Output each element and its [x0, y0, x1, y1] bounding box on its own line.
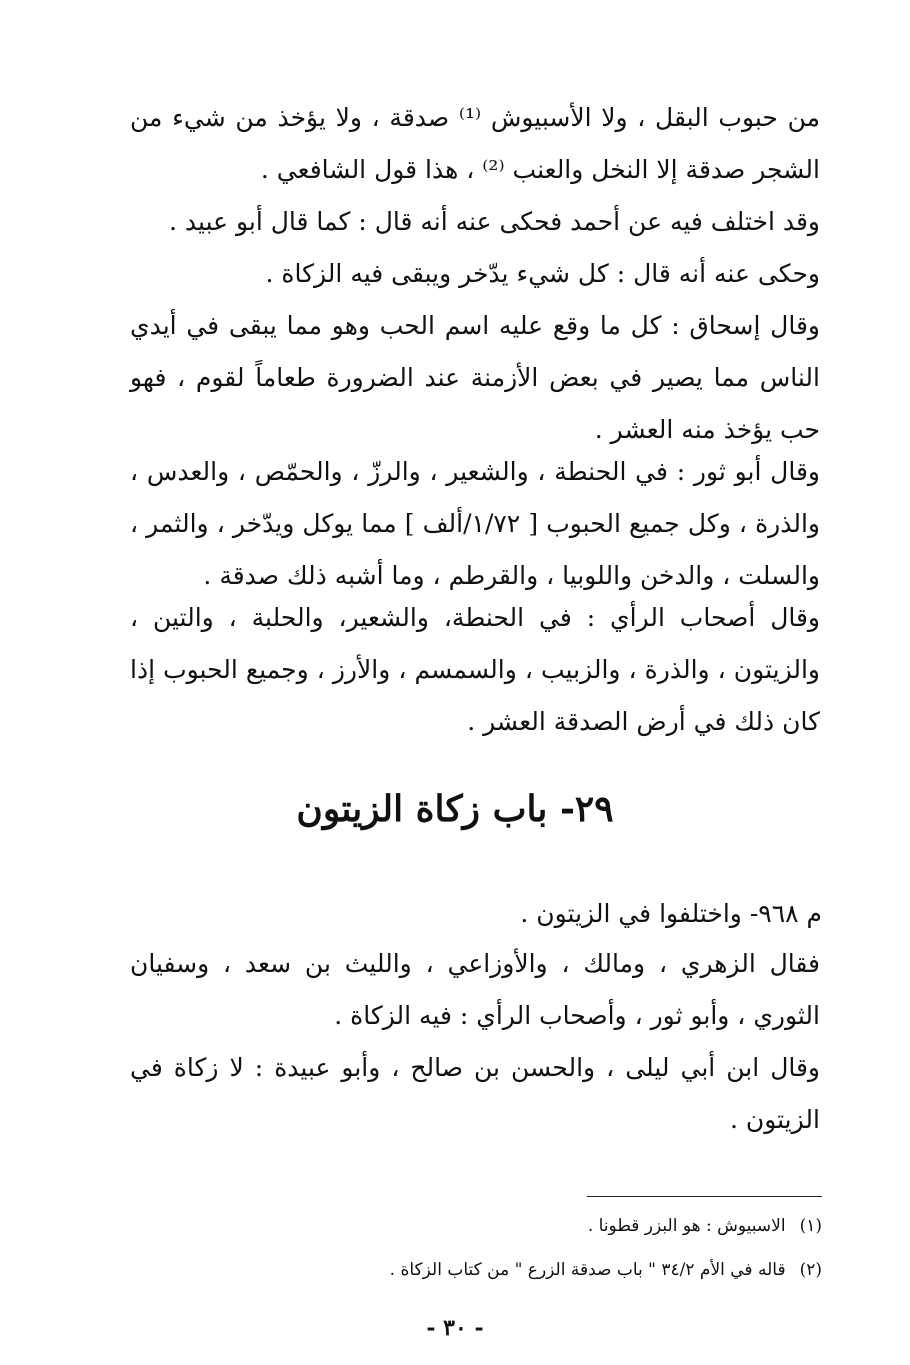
footnote-1: [122, 1214, 822, 1238]
section-paragraph-2: وقال ابن أبي ليلى ، والحسن بن صالح ، وأبو عبيدة : لا زكاة في الزيتون .: [130, 1053, 820, 1134]
paragraph-4: وقال إسحاق : كل ما وقع عليه اسم الحب وهو مما يبقى في أيدي الناس مما يصير في بعض الأزمنة عند الضرورة طعاماً لقوم ، فهو حب يؤخذ منه العشر .: [130, 311, 820, 444]
section-paragraph-1: فقال الزهري ، ومالك ، والأوزاعي ، والليث بن سعد ، وسفيان الثوري ، وأبو ثور ، وأصحاب الرأي : فيه الزكاة .: [130, 949, 820, 1030]
paragraph-1: من حبوب البقل ، ولا الأسبيوش ⁽¹⁾ صدقة ، ولا يؤخذ من شيء من الشجر صدقة إلا النخل والعنب ⁽²⁾ ، هذا قول الشافعي .: [130, 103, 820, 184]
masala-line: م ٩٦٨- واختلفوا في الزيتون .: [520, 899, 822, 928]
footnote-2-text: قاله في الأم ٣٤/٢ " باب صدقة الزرع " من كتاب الزكاة .: [389, 1260, 786, 1280]
footnote-1-number: (١): [799, 1216, 822, 1236]
footnote-2-number: (٢): [799, 1260, 822, 1280]
footnote-1-text: الاسبيوش : هو البزر قطونا .: [587, 1216, 786, 1236]
paragraph-2: وقد اختلف فيه عن أحمد فحكى عنه أنه قال : كما قال أبو عبيد .: [169, 207, 820, 236]
footnote-divider: [587, 1196, 822, 1197]
paragraph-5: وقال أبو ثور : في الحنطة ، والشعير ، والرزّ ، والحمّص ، والعدس ، والذرة ، وكل جميع الحبوب [ ١/٧٢/ألف ] مما يوكل ويدّخر ، والثمر ، والسلت ، والدخن واللوبيا ، والقرطم ، وما أشبه ذلك صدقة .: [130, 457, 820, 590]
section-heading: ٢٩- باب زكاة الزيتون: [296, 788, 614, 830]
footnote-2: [122, 1258, 822, 1282]
paragraph-6: وقال أصحاب الرأي : في الحنطة، والشعير، والحلبة ، والتين ، والزيتون ، والذرة ، والزبيب ، والسمسم ، والأرز ، وجميع الحبوب إذا كان ذلك في أرض الصدقة العشر .: [130, 603, 820, 736]
paragraph-3: وحكى عنه أنه قال : كل شيء يدّخر ويبقى فيه الزكاة .: [265, 259, 820, 288]
page-number: - ٣٠ -: [426, 1315, 484, 1341]
